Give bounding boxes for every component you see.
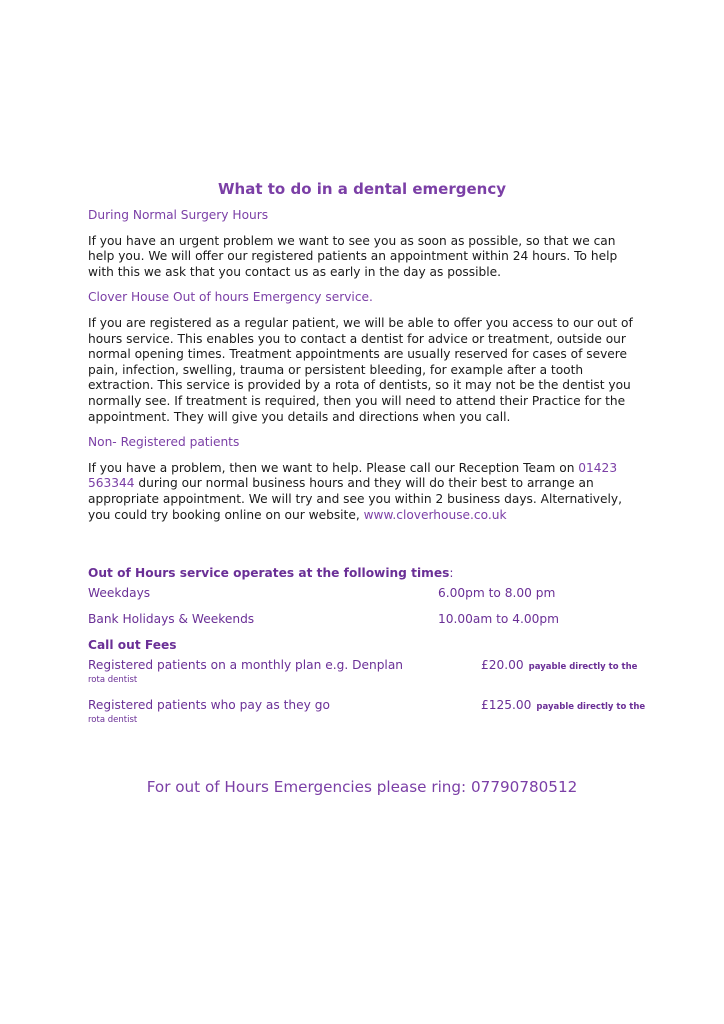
emergency-phone-number[interactable]: 07790780512 (471, 778, 578, 796)
fee-row-pay-as-you-go (88, 698, 648, 738)
times-row-value: 6.00pm to 8.00 pm (438, 586, 556, 600)
website-link[interactable]: www.cloverhouse.co.uk (363, 507, 507, 522)
surgery-hours-heading: During Normal Surgery Hours (88, 208, 269, 222)
fee-row-note: payable directly to the (528, 662, 638, 672)
call-out-fees-heading: Call out Fees (88, 638, 177, 652)
service-times-section (88, 566, 648, 738)
emergency-contact-line (0, 778, 724, 796)
service-times-heading-text: Out of Hours service operates at the following times (88, 566, 450, 580)
non-registered-text (88, 461, 636, 523)
emergency-contact-text: For out of Hours Emergencies please ring: (146, 778, 471, 796)
fee-row-label: Registered patients who pay as they go (88, 698, 330, 712)
service-times-heading (88, 566, 648, 586)
surgery-hours-text: If you have an urgent problem we want to see you as soon as possible, so that we can help you. We will offer our registered patients an appointment within 24 hours. To help with this we ask that you contact us as early in the day as possible. (88, 233, 618, 279)
fee-row-label: Registered patients on a monthly plan e.g. Denplan (88, 658, 404, 672)
fee-row-amount: £125.00 (481, 698, 532, 712)
fee-row-note-continued: rota dentist (88, 675, 138, 685)
reception-phone-number[interactable]: 01423 563344 (88, 460, 618, 491)
service-times-heading-colon: : (449, 566, 454, 580)
non-registered-text-end: during our normal business hours and they will do their best to arrange an appropriate appointment. We will try and see you within 2 business days. Alternatively, you could try booking online on our website, (88, 476, 622, 522)
times-row-weekdays (88, 586, 648, 612)
page-title: What to do in a dental emergency (218, 180, 506, 198)
fee-row-amount-wrap (481, 658, 637, 672)
times-row-label: Weekdays (88, 586, 151, 600)
out-of-hours-heading: Clover House Out of hours Emergency service. (88, 290, 373, 305)
fee-row-note: payable directly to the (536, 702, 646, 712)
non-registered-text-start: If you have a problem, then we want to help. Please call our Reception Team on (88, 460, 579, 475)
main-content (88, 208, 636, 533)
non-registered-heading: Non- Registered patients (88, 435, 240, 450)
fee-row-note-continued: rota dentist (88, 715, 138, 725)
times-row-value: 10.00am to 4.00pm (438, 612, 559, 626)
fee-row-monthly-plan (88, 658, 648, 698)
fee-row-amount: £20.00 (481, 658, 524, 672)
out-of-hours-text: If you are registered as a regular patient, we will be able to offer you access to our out of hours service. This enables you to contact a dentist for advice or treatment, outside our normal opening times. Treatment appointments are usually reserved for cases of severe pain, infection, swelling, trauma or persistent bleeding, for example after a tooth extraction. This service is provided by a rota of dentists, so it may not be the dentist you normally see. If treatment is required, then you will need to attend their Practice for the appointment. They will give you details and directions when you call. (88, 315, 633, 424)
fee-row-amount-wrap (481, 698, 645, 712)
times-row-label: Bank Holidays & Weekends (88, 612, 255, 626)
times-row-holidays-weekends (88, 612, 648, 638)
